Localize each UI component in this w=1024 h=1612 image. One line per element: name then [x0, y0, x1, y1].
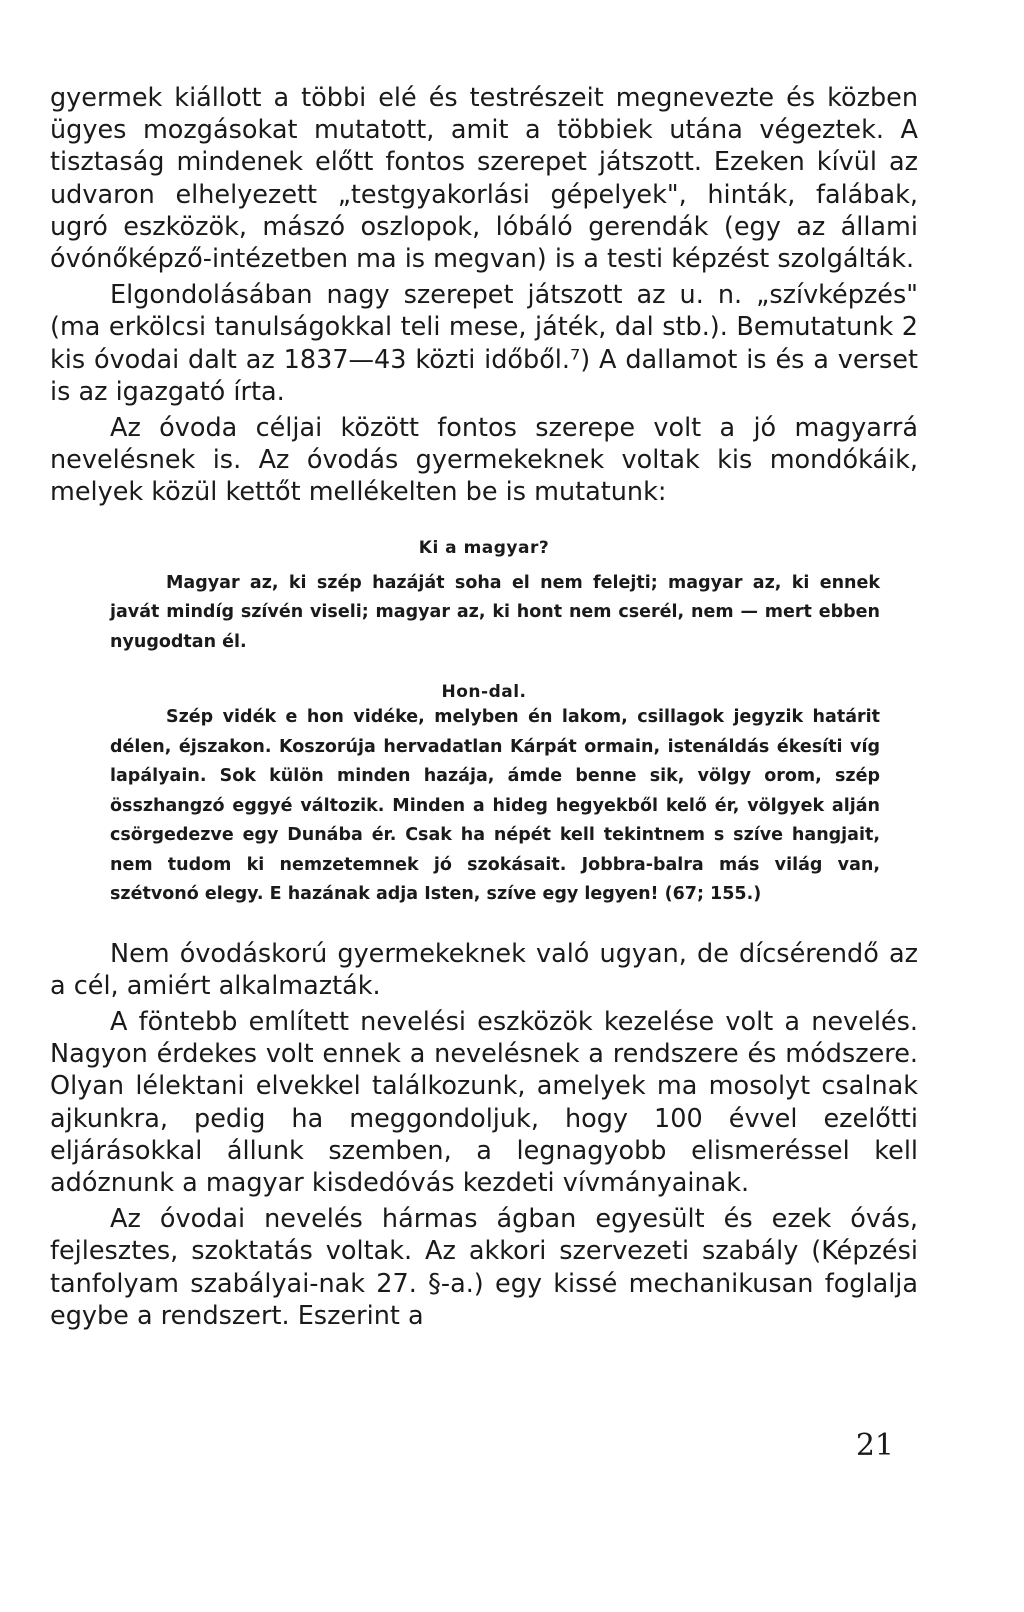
poem-title-ki-a-magyar: Ki a magyar?	[418, 537, 550, 558]
page-number: 21	[855, 1428, 894, 1463]
poem-title-hon-dal: Hon-dal.	[441, 682, 527, 703]
paragraph-magyarra-neveles: Az óvoda céljai között fontos szerepe volt a jó magyarrá nevelésnek is. Az óvodás gyermekeknek voltak kis mondókáik, melyek közül kettőt mellékelten be is mutatunk:	[50, 413, 918, 508]
poem-hon-dal: Szép vidék e hon vidéke, melyben én lakom, csillagok jegyzik határit délen, éjszakon. Koszorúja hervadatlan Kárpát ormain, istenáldás ékesíti víg lapályain. Sok külön minden hazája, ámde benne sik, völgy orom, szép összhangzó eggyé változik. Minden a hideg hegyekből kelő ér, völgyek alján csörgedezve egy Dunába ér. Csak ha népét kell tekintnem s szíve hangjait, nem tudom ki nemzetemnek jó szokásait. Jobbra-balra más világ van, szétvonó elegy. E hazának adja Isten, szíve egy legyen! (67; 155.)	[110, 707, 880, 905]
paragraph-szivkepzes: Elgondolásában nagy szerepet játszott az u. n. „szívképzés" (ma erkölcsi tanulságokkal teli mese, játék, dal stb.). Bemutatunk 2 kis óvodai dalt az 1837—43 közti időből.⁷) A dallamot is és a verset is az igazgató írta.	[50, 280, 918, 407]
page-body	[50, 82, 918, 1332]
poem-ki-a-magyar: Magyar az, ki szép hazáját soha el nem felejti; magyar az, ki ennek javát mindíg szívén viseli; magyar az, ki hont nem cserél, nem — mert ebben nyugodtan él.	[110, 572, 880, 652]
paragraph-nem-ovodaskoru: Nem óvodáskorú gyermekeknek való ugyan, de dícsérendő az a cél, amiért alkalmazták.	[50, 938, 918, 1001]
paragraph-nevelesi-eszkozok: A föntebb említett nevelési eszközök kezelése volt a nevelés. Nagyon érdekes volt ennek a nevelésnek a rendszere és módszere. Olyan lélektani elvekkel találkozunk, amelyek ma mosolyt csalnak ajkunkra, pedig ha meggondoljuk, hogy 100 évvel ezelőtti eljárásokkal állunk szemben, a legnagyobb elismeréssel kell adóznunk a magyar kisdedóvás kezdeti vívmányainak.	[50, 1007, 918, 1199]
paragraph-continued: gyermek kiállott a többi elé és testrészeit megnevezte és közben ügyes mozgásokat mutatott, amit a többiek utána végeztek. A tisztaság mindenek előtt fontos szerepet játszott. Ezeken kívül az udvaron elhelyezett „testgyakorlási gépelyek", hinták, falábak, ugró eszközök, mászó oszlopok, lóbáló gerendák (egy az állami óvónőképző-intézetben ma is megvan) is a testi képzést szolgálták.	[50, 83, 918, 275]
paragraph-harmas-ag: Az óvodai nevelés hármas ágban egyesült és ezek óvás, fejlesztes, szoktatás voltak. Az akkori szervezeti szabály (Képzési tanfolyam szabályai-nak 27. §-a.) egy kissé mechanikusan foglalja egybe a rendszert. Eszerint a	[50, 1204, 918, 1331]
